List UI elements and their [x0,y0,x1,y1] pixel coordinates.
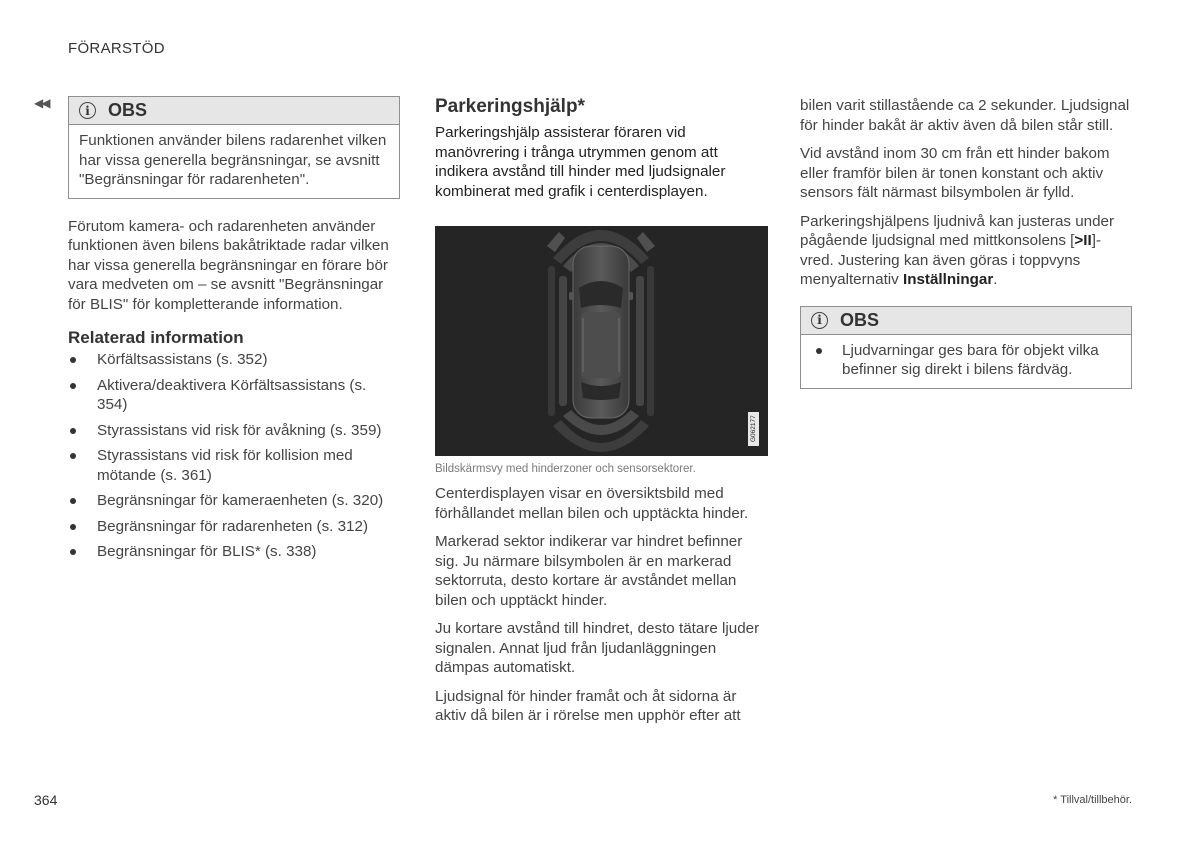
parking-display-illustration [435,226,768,456]
related-link[interactable]: Begränsningar för BLIS* (s. 338) [68,542,400,562]
body-paragraph: Ljudsignal för hinder framåt och åt sidorna är aktiv då bilen är i rörelse men upphör efter att [435,687,741,724]
obs-note-item: Ljudvarningar ges bara för objekt vilka befinner sig direkt i bilens färdväg. [811,341,1121,380]
info-icon: i [811,312,828,329]
intro-paragraph: Parkeringshjälp assisterar föraren vid manövrering i trånga utrymmen genom att indikera avstånd till hinder med ljudsignaler kombinerat med grafik i centerdisplayen. [435,124,726,200]
obs-note-header [801,307,1131,335]
settings-menu-name: Inställningar [902,271,994,288]
obs-note-box [68,96,400,199]
body-paragraph: Centerdisplayen visar en översiktsbild med förhållandet mellan bilen och upptäckta hinder. [435,485,749,522]
car-symbol [569,246,633,418]
body-paragraph: Ju kortare avstånd till hindret, desto tätare ljuder signalen. Annat ljud från ljudanläggningen dämpas automatiskt. [435,620,760,676]
body-paragraph: bilen varit stillastående ca 2 sekunder. Ljudsignal för hinder bakåt är aktiv även då bilen står still. [800,97,1130,134]
previous-page-icon[interactable]: ◀◀ [34,96,49,110]
obs-note-list [811,341,1121,380]
paragraph-text: Parkeringshjälpens ljudnivå kan justeras under pågående ljudsignal med mittkonsolens [ [800,212,1115,249]
page-number: 364 [34,792,58,808]
knob-symbol: >II [1074,232,1092,249]
related-link[interactable]: Körfältsassistans (s. 352) [68,350,400,370]
body-paragraph: Markerad sektor indikerar var hindret befinner sig. Ju närmare bilsymbolen är en markerad sektorruta, desto kortare är avståndet mellan bilen och upptäckt hinder. [435,533,743,609]
parking-assist-figure [435,226,768,456]
related-link[interactable]: Styrassistans vid risk för kollision med mötande (s. 361) [68,446,400,485]
figure-code: G062177 [748,412,759,446]
obs-note-title: OBS [108,100,148,120]
obs-note-title: OBS [840,309,880,330]
related-link[interactable]: Styrassistans vid risk för avåkning (s. 359) [68,421,400,441]
obs-note-header [69,97,399,125]
section-heading: Parkeringshjälp* [435,96,585,117]
obs-note-body [801,335,1131,388]
body-paragraph: Förutom kamera- och radarenheten använder funktionen även bilens bakåtriktade radar vilken har vissa generella begränsningar en förare bör vara medveten om – se avsnitt "Begränsningar för BLIS" för kompletterande information. [68,217,389,313]
related-link[interactable]: Aktivera/deaktivera Körfältsassistans (s. 354) [68,376,400,415]
body-paragraph [800,212,1132,290]
related-info-list [68,350,400,562]
obs-note-box [800,306,1132,389]
column-left [68,96,400,568]
figure-caption: Bildskärmsvy med hinderzoner och sensorsektorer. [435,463,696,475]
column-middle [435,96,768,735]
chapter-title: FÖRARSTÖD [68,40,165,57]
paragraph-text: . [993,271,998,288]
related-link[interactable]: Begränsningar för kameraenheten (s. 320) [68,491,400,511]
body-paragraph: Vid avstånd inom 30 cm från ett hinder bakom eller framför bilen är tonen konstant och aktiv sensors fält närmast bilsymbolen är fylld. [800,145,1110,201]
footnote: * Tillval/tillbehör. [1053,794,1132,806]
obs-note-text: Funktionen använder bilens radarenhet vilken har vissa generella begränsningar, se avsnitt "Begränsningar för radarenheten". [79,132,387,188]
column-right [800,96,1132,389]
related-link[interactable]: Begränsningar för radarenheten (s. 312) [68,517,400,537]
related-info-heading: Relaterad information [68,328,244,347]
info-icon: i [79,102,96,119]
paragraph-text: ]-vred. Justering kan även göras i toppvyns menyalternativ [800,232,1101,288]
